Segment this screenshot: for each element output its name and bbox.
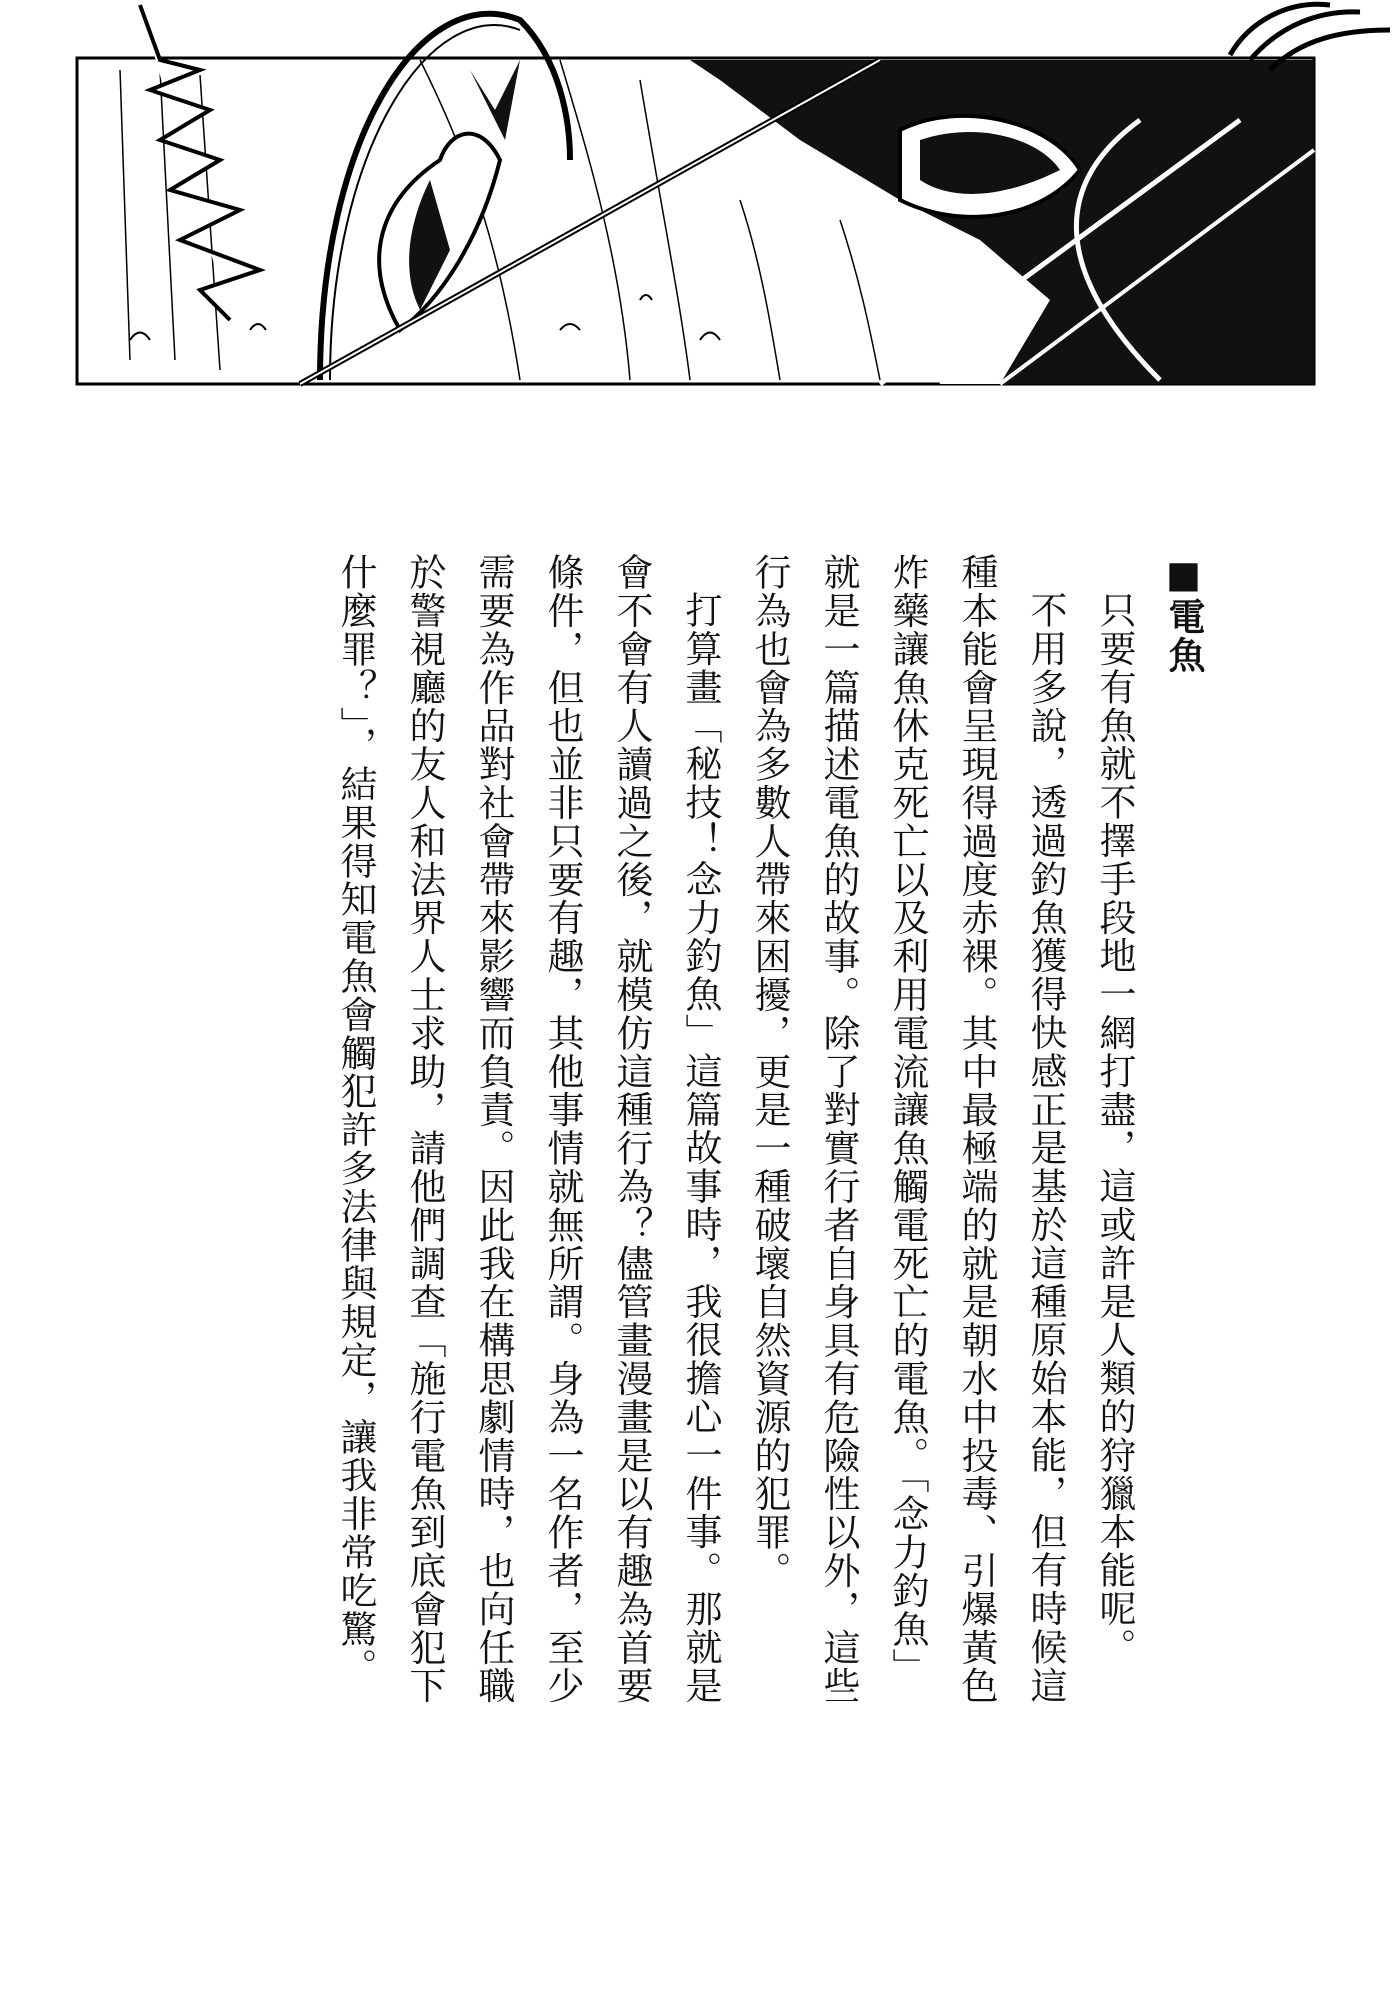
text-column: 只要有魚就不擇手段地一網打盡，這或許是人類的狩獵本能呢。 xyxy=(1093,591,1136,1667)
text-column: 炸藥讓魚休克死亡以及利用電流讓魚觸電死亡的電魚。「念力釣魚」 xyxy=(886,553,929,1687)
text-column: 打算畫「秘技！念力釣魚」這篇故事時，我很擔心一件事。那就是 xyxy=(679,591,722,1705)
text-column: 不用多說，透過釣魚獲得快感正是基於這種原始本能，但有時候這 xyxy=(1024,591,1067,1705)
manga-panel-illustration xyxy=(0,0,1400,400)
text-column: 條件，但也並非只要有趣，其他事情就無所謂。身為一名作者，至少 xyxy=(541,553,584,1705)
section-heading: ■電魚 xyxy=(1162,553,1205,675)
text-column: 什麼罪？」，結果得知電魚會觸犯許多法律與規定，讓我非常吃驚。 xyxy=(334,553,377,1687)
panel-artwork xyxy=(77,4,1390,384)
essay-text xyxy=(321,553,1218,1753)
text-column: 會不會有人讀過之後，就模仿這種行為？儘管畫漫畫是以有趣為首要 xyxy=(610,553,653,1705)
text-column: 行為也會為多數人帶來困擾，更是一種破壞自然資源的犯罪。 xyxy=(748,553,791,1590)
text-column: 就是一篇描述電魚的故事。除了對實行者自身具有危險性以外，這些 xyxy=(817,553,860,1705)
text-column: 需要為作品對社會帶來影響而負責。因此我在構思劇情時，也向任職 xyxy=(472,553,515,1705)
text-column: 種本能會呈現得過度赤裸。其中最極端的就是朝水中投毒、引爆黃色 xyxy=(955,553,998,1705)
text-column: 於警視廳的友人和法界人士求助，請他們調查「施行電魚到底會犯下 xyxy=(403,553,446,1705)
